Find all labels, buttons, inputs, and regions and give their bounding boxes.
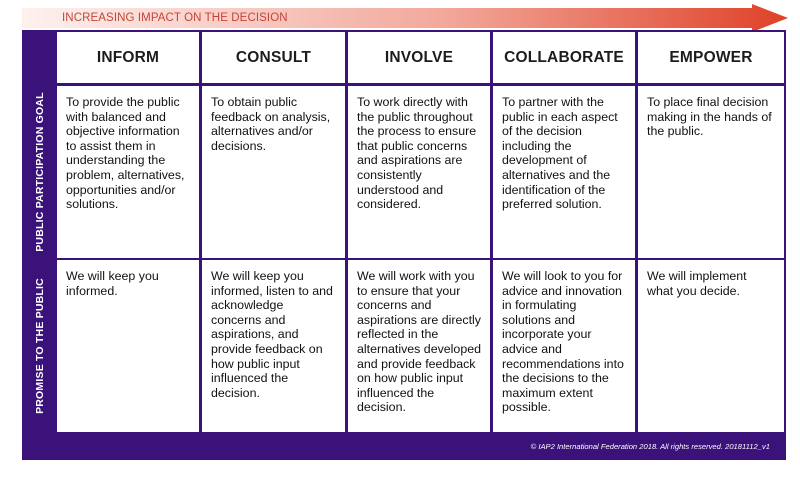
copyright-footer bbox=[22, 432, 786, 460]
promise-cell-involve: We will work with you to ensure that your concerns and aspirations are directly reflected in the alternatives developed and provide feedback on how public input influenced the decision. bbox=[348, 260, 490, 432]
row-header-promise bbox=[22, 260, 57, 432]
promise-cell-collaborate: We will look to you for advice and innovation in formulating solutions and incorporate your advice and recommendations into the decisions to the maximum extent possible. bbox=[493, 260, 635, 432]
column-header-collaborate: COLLABORATE bbox=[493, 32, 635, 83]
column-header-involve: INVOLVE bbox=[348, 32, 490, 83]
goal-cell-empower: To place final decision making in the hands of the public. bbox=[638, 86, 784, 258]
promise-cell-consult: We will keep you informed, listen to and acknowledge concerns and aspirations, and provide feedback on how public input influenced the decision. bbox=[202, 260, 345, 432]
row-label-goal: PUBLIC PARTICIPATION GOAL bbox=[33, 92, 46, 252]
arrow-label: INCREASING IMPACT ON THE DECISION bbox=[62, 12, 288, 24]
copyright-text: © IAP2 International Federation 2018. All rights reserved. 20181112_v1 bbox=[530, 441, 770, 451]
column-header-consult: CONSULT bbox=[202, 32, 345, 83]
goal-cell-collaborate: To partner with the public in each aspect of the decision including the development of alternatives and the identification of the preferred solution. bbox=[493, 86, 635, 258]
row-header-goal bbox=[22, 86, 57, 258]
goal-cell-consult: To obtain public feedback on analysis, alternatives and/or decisions. bbox=[202, 86, 345, 258]
column-header-empower: EMPOWER bbox=[638, 32, 784, 83]
participation-spectrum-table bbox=[22, 30, 786, 460]
promise-cell-empower: We will implement what you decide. bbox=[638, 260, 784, 432]
promise-cell-inform: We will keep you informed. bbox=[57, 260, 199, 432]
row-label-promise: PROMISE TO THE PUBLIC bbox=[33, 278, 46, 414]
column-header-inform: INFORM bbox=[57, 32, 199, 83]
goal-cell-involve: To work directly with the public throughout the process to ensure that public concerns and aspirations are consistently understood and considered. bbox=[348, 86, 490, 258]
goal-cell-inform: To provide the public with balanced and objective information to assist them in understanding the problem, alternatives, opportunities and/or solutions. bbox=[57, 86, 199, 258]
